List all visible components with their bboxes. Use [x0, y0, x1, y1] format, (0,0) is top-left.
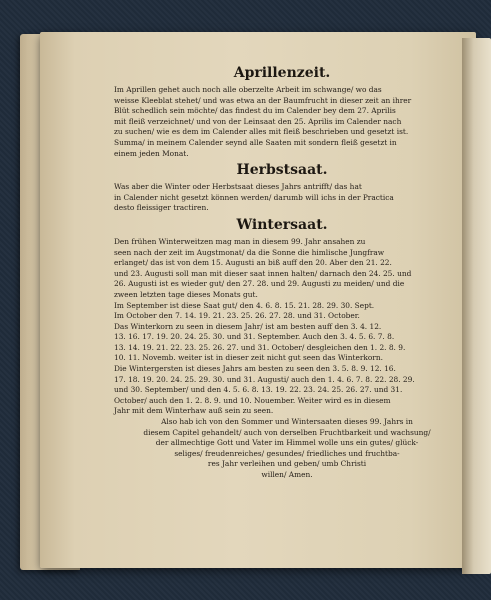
- text-line: einem jeden Monat.: [114, 148, 189, 158]
- text-line: 17. 18. 19. 20. 24. 25. 29. 30. und 31. Augusti/ auch den 1. 4. 6. 7. 8. 22. 28. 29.: [114, 374, 415, 384]
- heading-aprillenzeit: Aprillenzeit.: [233, 65, 331, 81]
- text-line: Die Wintergersten ist dieses Jahrs am besten zu seen den 3. 5. 8. 9. 12. 16.: [114, 364, 396, 374]
- text-line: 26. Augusti ist es wieder gut/ den 27. 28. und 29. Augusti zu meiden/ und die: [114, 279, 405, 289]
- text-line: Blüt schedlich sein möchte/ das findest du im Calender bey dem 27. Aprilis: [114, 106, 396, 116]
- text-line: in Calender nicht gesetzt können werden/ darumb will ichs in der Practica: [114, 192, 394, 202]
- text-line: diesem Capitel gehandelt/ auch von derselben Fruchtbarkeit und wachsung/: [143, 427, 431, 437]
- text-line: willen/ Amen.: [261, 470, 313, 479]
- paragraph-herbstsaat: [104, 182, 460, 214]
- text-line: zu suchen/ wie es dem im Calender alles mit fleiß beschrieben und gesetzt ist.: [114, 127, 409, 137]
- text-line: Im October den 7. 14. 19. 21. 23. 25. 26. 27. 28. und 31. October.: [114, 311, 360, 321]
- text-line: Im September ist diese Saat gut/ den 4. 6. 8. 15. 21. 28. 29. 30. Sept.: [114, 300, 375, 310]
- heading-wintersaat: Wintersaat.: [236, 216, 328, 233]
- text-line: October/ auch den 1. 2. 8. 9. und 10. Nouember. Weiter wird es in diesem: [114, 395, 391, 405]
- text-line: Also hab ich von den Sommer und Wintersaaten dieses 99. Jahrs in: [161, 417, 413, 427]
- paragraph-wintersaat: [104, 237, 460, 417]
- text-line: res Jahr verleihen und geben/ umb Christi: [207, 459, 367, 469]
- text-line: 13. 14. 19. 21. 22. 23. 25. 26. 27. und 31. October/ desgleichen den 1. 2. 8. 9.: [114, 342, 406, 352]
- text-line: erlanget/ das ist von dem 15. Augusti an biß auff den 20. Aber den 21. 22.: [114, 258, 392, 268]
- text-line: zween letzten tage dieses Monats gut.: [114, 289, 258, 299]
- text-line: Summa/ in meinem Calender seynd alle Saaten mit sondern fleiß gesetzt in: [114, 137, 397, 147]
- text-line: Im Aprillen gehet auch noch alle oberzelte Arbeit im schwange/ wo das: [114, 85, 382, 94]
- text-line: weisse Kleeblat stehet/ und was etwa an der Baumfrucht in dieser zeit an ihrer: [114, 95, 412, 105]
- book-spine: [462, 38, 491, 574]
- text-line: desto fleissiger tractiren.: [114, 203, 209, 213]
- text-line: seen nach der zeit im Augstmonat/ da die Sonne die himlische Jungfraw: [114, 247, 385, 257]
- text-line: 10. 11. Novemb. weiter ist in dieser zeit nicht gut seen das Winterkorn.: [114, 353, 383, 363]
- text-line: Das Winterkorn zu seen in diesem Jahr/ ist am besten auff den 3. 4. 12.: [114, 321, 382, 331]
- text-line: der allmechtige Gott und Vater im Himmel wolle uns ein gutes/ glück-: [155, 438, 419, 448]
- text-line: Den frühen Winterweitzen mag man in diesem 99. Jahr ansahen zu: [114, 236, 366, 246]
- text-line: und 23. Augusti soll man mit dieser saat innen halten/ darnach den 24. 25. und: [114, 268, 412, 278]
- text-line: und 30. September/ und den 4. 5. 6. 8. 13. 19. 22. 23. 24. 25. 26. 27. und 31.: [114, 385, 403, 395]
- closing-paragraph: [104, 417, 460, 481]
- heading-herbstsaat: Herbstsaat.: [236, 162, 328, 179]
- text-line: Was aber die Winter oder Herbstsaat dieses Jahrs antrifft/ das hat: [114, 182, 362, 192]
- text-line: seliges/ freudenreiches/ gesundes/ friedliches und fruchtba-: [174, 448, 400, 458]
- text-line: 13. 16. 17. 19. 20. 24. 25. 30. und 31. September. Auch den 3. 4. 5. 6. 7. 8.: [114, 332, 395, 342]
- paragraph-aprillenzeit: [104, 85, 460, 159]
- text-line: Jahr mit dem Winterhaw auß sein zu seen.: [114, 406, 274, 416]
- text-line: mit fleiß verzeichnet/ und von der Leinsaat den 25. Aprilis im Calender nach: [114, 116, 402, 126]
- page-text: [104, 62, 460, 481]
